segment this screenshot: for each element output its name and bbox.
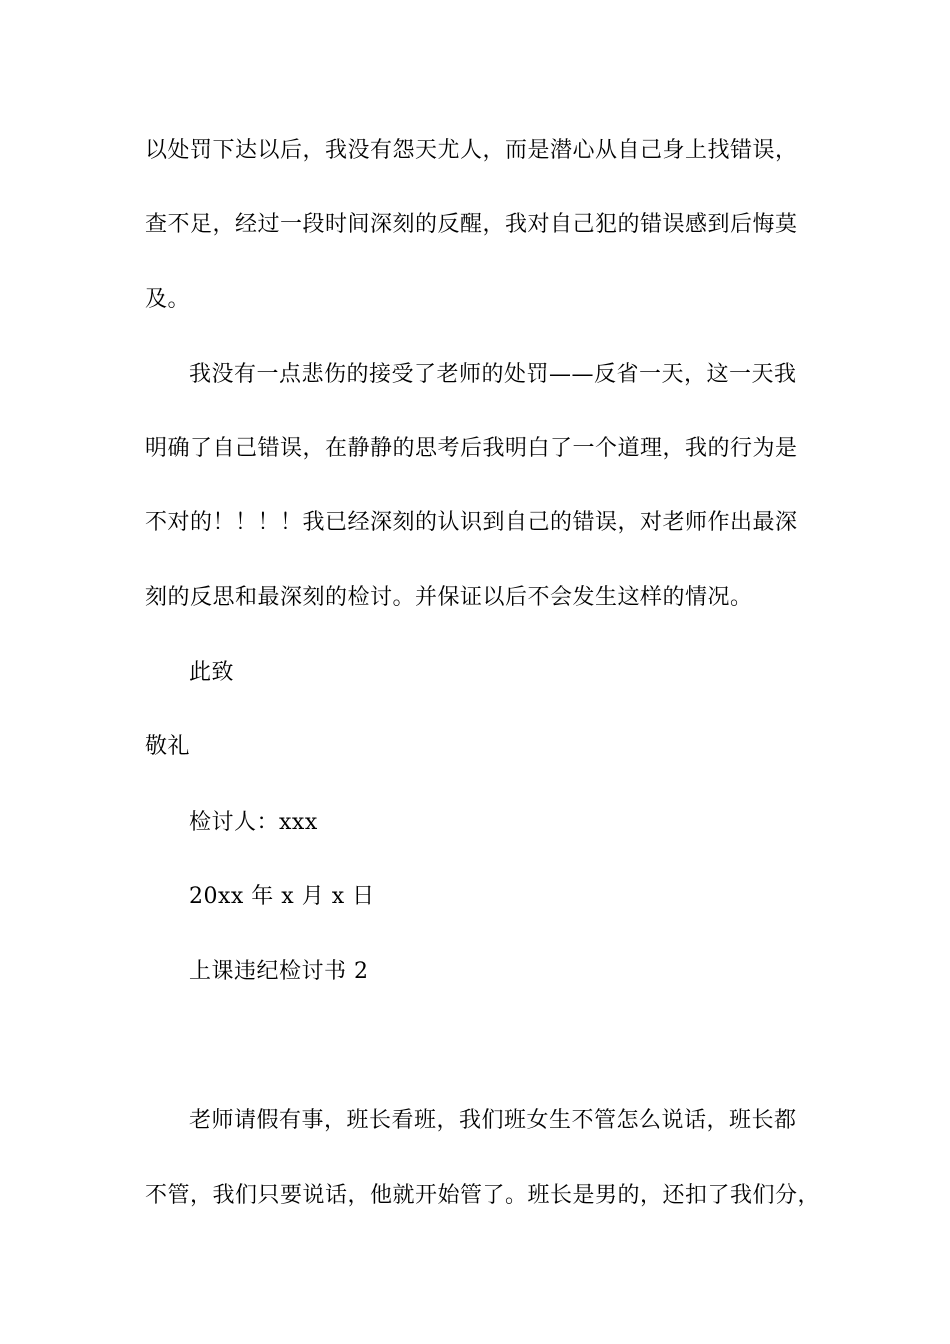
- paragraph-line: 刻的反思和最深刻的检讨。并保证以后不会发生这样的情况。: [145, 585, 753, 610]
- paragraph-line: 不管，我们只要说话，他就开始管了。班长是男的，还扣了我们分，: [145, 1183, 821, 1208]
- date-line: 20xx 年 x 月 x 日: [189, 884, 375, 909]
- salutation-line: 此致: [189, 660, 235, 685]
- section-title: 上课违纪检讨书 2: [189, 959, 369, 984]
- paragraph-line: 及。: [145, 287, 191, 312]
- paragraph-line: 我没有一点悲伤的接受了老师的处罚——反省一天，这一天我: [189, 362, 797, 387]
- paragraph-line: 老师请假有事，班长看班，我们班女生不管怎么说话，班长都: [189, 1108, 797, 1133]
- salutation-line: 敬礼: [145, 734, 191, 759]
- paragraph-line: 明确了自己错误，在静静的思考后我明白了一个道理，我的行为是: [145, 436, 798, 461]
- paragraph-line: 查不足，经过一段时间深刻的反醒，我对自己犯的错误感到后悔莫: [145, 212, 798, 237]
- paragraph-line: 以处罚下达以后，我没有怨天尤人，而是潜心从自己身上找错误，: [145, 138, 798, 163]
- paragraph-line: 不对的！！！！我已经深刻的认识到自己的错误，对老师作出最深: [145, 510, 798, 535]
- signature-line: 检讨人：xxx: [189, 810, 318, 835]
